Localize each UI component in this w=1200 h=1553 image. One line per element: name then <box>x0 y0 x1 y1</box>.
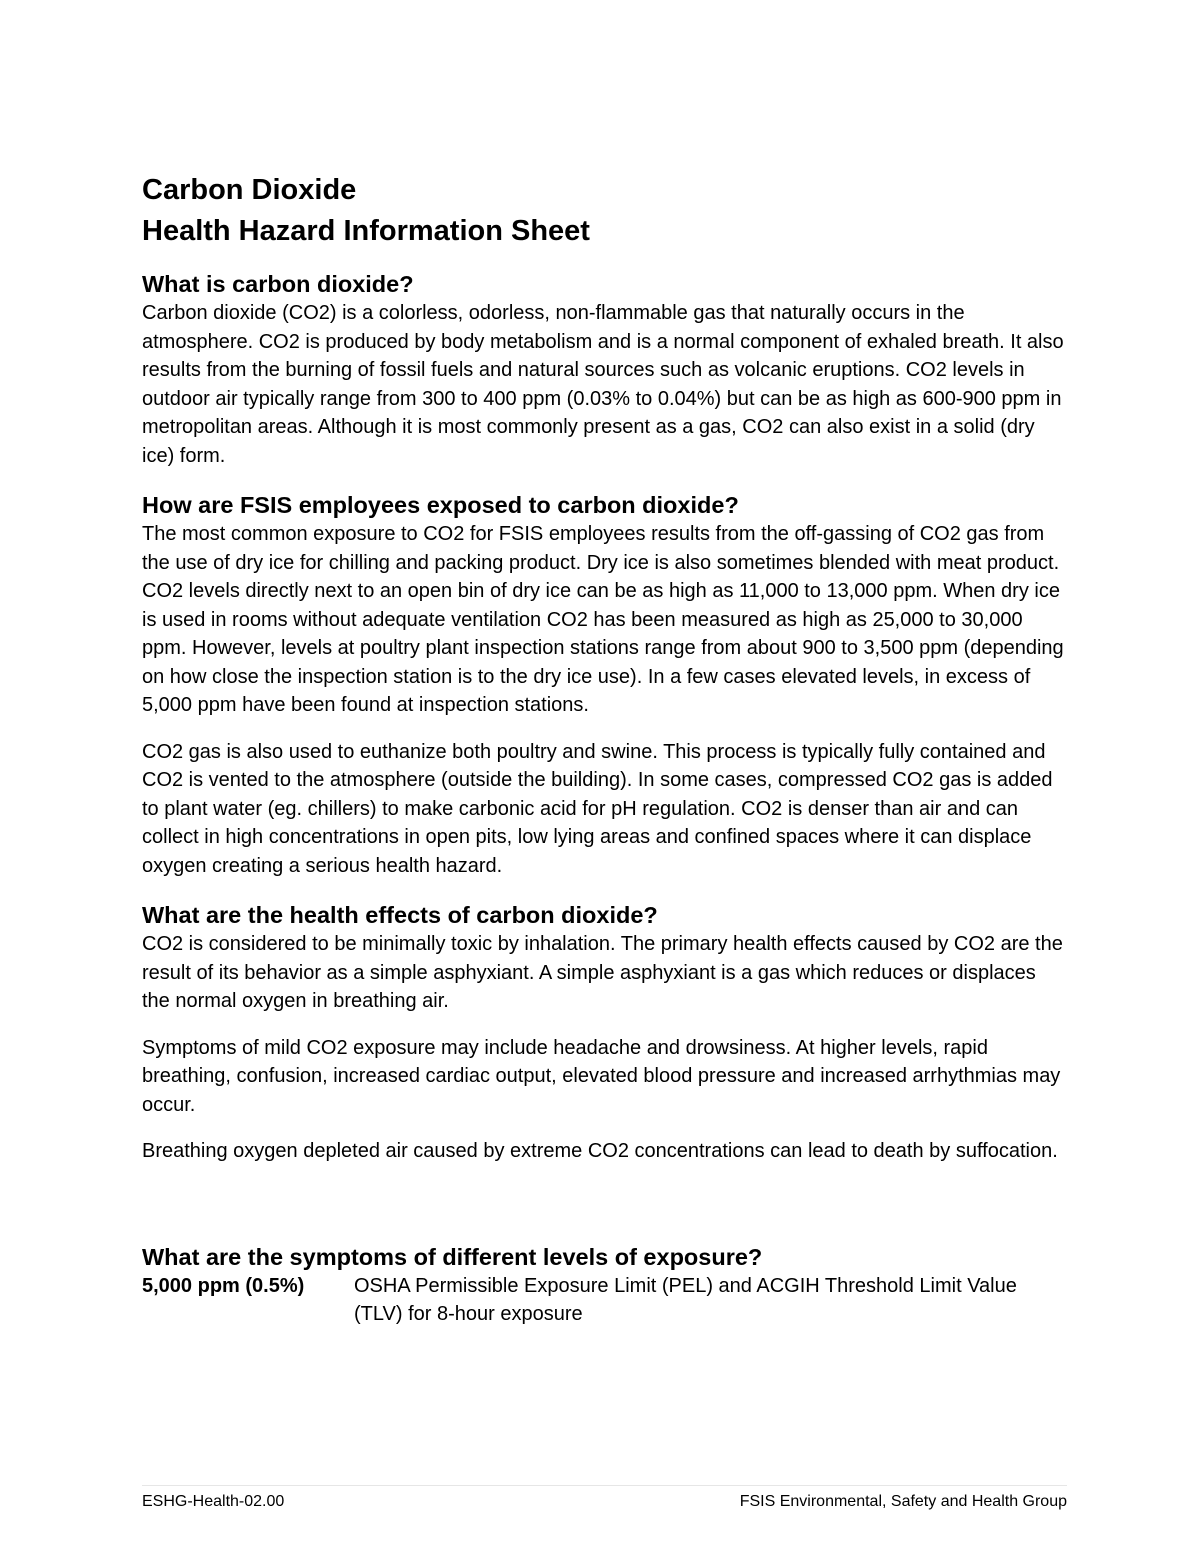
section-exposure-levels <box>142 1242 1067 1329</box>
document-title <box>142 170 1067 252</box>
exposure-level-value: 5,000 ppm (0.5%) <box>142 1274 305 1297</box>
section-paragraph: CO2 gas is also used to euthanize both poultry and swine. This process is typically fully contained and CO2 is vented to the atmosphere (outside the building). In some cases, compressed CO2 gas is added to plant water (eg. chillers) to make carbonic acid for pH regulation. CO2 is denser than air and can collect in high concentrations in open pits, low lying areas and confined spaces where it can displace oxygen creating a serious health hazard. <box>142 740 1053 877</box>
section-heading: What are the health effects of carbon dioxide? <box>142 902 658 928</box>
document-page <box>142 170 1067 1329</box>
title-line-1: Carbon Dioxide <box>142 174 357 206</box>
section-heading: What is carbon dioxide? <box>142 271 414 297</box>
section-paragraph: Carbon dioxide (CO2) is a colorless, odorless, non-flammable gas that naturally occurs in the atmosphere. CO2 is produced by body metabolism and is a normal component of exhaled breath. It also results from the burning of fossil fuels and natural sources such as volcanic eruptions. CO2 levels in outdoor air typically range from 300 to 400 ppm (0.03% to 0.04%) but can be as high as 600-900 ppm in metropolitan areas. Although it is most commonly present as a gas, CO2 can also exist in a solid (dry ice) form. <box>142 302 1064 467</box>
section-what-is-co2 <box>142 269 1067 470</box>
section-heading: What are the symptoms of different levels of exposure? <box>142 1243 763 1270</box>
footer-organization: FSIS Environmental, Safety and Health Group <box>739 1493 1067 1510</box>
page-footer <box>142 1485 1067 1512</box>
section-paragraph: The most common exposure to CO2 for FSIS employees results from the off-gassing of CO2 gas from the use of dry ice for chilling and packing product. Dry ice is also sometimes blended with meat product. CO2 levels directly next to an open bin of dry ice can be as high as 11,000 to 13,000 ppm. When dry ice is used in rooms without adequate ventilation CO2 has been measured as high as 25,000 to 30,000 ppm. However, levels at poultry plant inspection stations range from about 900 to 3,500 ppm (depending on how close the inspection station is to the dry ice use). In a few cases elevated levels, in excess of 5,000 ppm have been found at inspection stations. <box>142 523 1064 716</box>
exposure-level-description: OSHA Permissible Exposure Limit (PEL) and ACGIH Threshold Limit Value (TLV) for 8-hour exposure <box>354 1274 1017 1325</box>
section-paragraph: CO2 is considered to be minimally toxic by inhalation. The primary health effects caused by CO2 are the result of its behavior as a simple asphyxiant. A simple asphyxiant is a gas which reduces or displaces the normal oxygen in breathing air. <box>142 933 1063 1012</box>
exposure-level-row <box>142 1272 1067 1329</box>
section-paragraph: Breathing oxygen depleted air caused by extreme CO2 concentrations can lead to death by suffocation. <box>142 1140 1058 1162</box>
title-line-2: Health Hazard Information Sheet <box>142 215 590 247</box>
section-heading: How are FSIS employees exposed to carbon dioxide? <box>142 492 739 518</box>
section-health-effects <box>142 900 1067 1166</box>
section-paragraph: Symptoms of mild CO2 exposure may include headache and drowsiness. At higher levels, rapid breathing, confusion, increased cardiac output, elevated blood pressure and increased arrhythmias may occur. <box>142 1036 1061 1116</box>
section-exposure-sources <box>142 490 1067 880</box>
footer-document-id: ESHG-Health-02.00 <box>142 1493 285 1510</box>
